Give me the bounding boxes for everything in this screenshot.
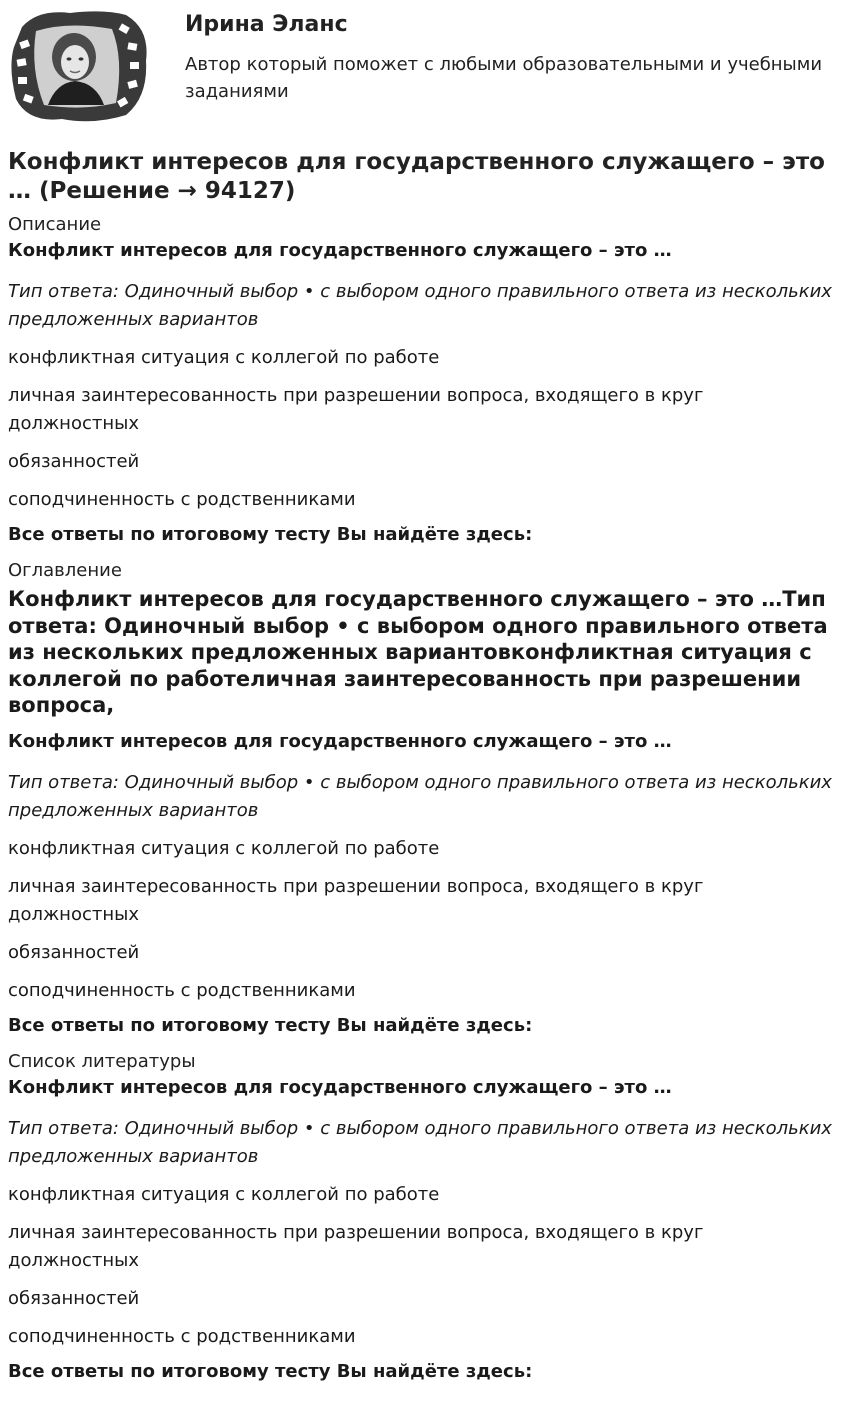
all-answers-text: Все ответы по итоговому тесту Вы найдёте здесь: — [8, 1014, 533, 1036]
contents-heading: Конфликт интересов для государственного служащего – это …Тип ответа: Одиночный выбор • с выбором одного правильного ответа из нескольких предложенных вариантовконфликтная ситуация с коллегой по работеличная заинтересованность при разрешении вопроса, — [8, 587, 828, 717]
section-literature — [8, 1051, 838, 1383]
section-label: Оглавление — [8, 560, 122, 581]
section-label: Список литературы — [8, 1050, 196, 1072]
section-contents — [8, 560, 838, 1037]
answer-type-text: Тип ответа: Одиночный выбор • с выбором одного правильного ответа из нескольких предложенных вариантов — [8, 1117, 832, 1167]
answer-type-text: Тип ответа: Одиночный выбор • с выбором одного правильного ответа из нескольких предложенных вариантов — [8, 281, 832, 330]
section-label: Описание — [8, 214, 102, 235]
answer-option: соподчиненность с родственниками — [8, 489, 356, 510]
answer-option: конфликтная ситуация с коллегой по работе — [8, 1183, 440, 1205]
answer-option: конфликтная ситуация с коллегой по работе — [8, 347, 440, 368]
section-description — [8, 214, 838, 546]
question-text: Конфликт интересов для государственного служащего – это … — [8, 1076, 672, 1098]
page-title: Конфликт интересов для государственного служащего – это … (Решение → 94127) — [8, 149, 825, 204]
all-answers-text: Все ответы по итоговому тесту Вы найдёте здесь: — [8, 1360, 533, 1382]
question-text: Конфликт интересов для государственного служащего – это … — [8, 240, 672, 261]
answer-option: обязанностей — [8, 941, 140, 963]
all-answers-text: Все ответы по итоговому тесту Вы найдёте здесь: — [8, 524, 533, 545]
answer-option: обязанностей — [8, 1287, 140, 1309]
author-avatar[interactable] — [8, 7, 150, 125]
answer-type-text: Тип ответа: Одиночный выбор • с выбором одного правильного ответа из нескольких предложенных вариантов — [8, 771, 832, 821]
answer-option: соподчиненность с родственниками — [8, 979, 356, 1001]
answer-option: конфликтная ситуация с коллегой по работе — [8, 837, 440, 859]
answer-option: личная заинтересованность при разрешении вопроса, входящего в круг должностных — [8, 1221, 704, 1271]
author-description: Автор который поможет с любыми образовательными и учебными заданиями — [185, 54, 823, 102]
answer-option: обязанностей — [8, 451, 140, 472]
answer-option: личная заинтересованность при разрешении вопроса, входящего в круг должностных — [8, 875, 704, 925]
answer-option: соподчиненность с родственниками — [8, 1325, 356, 1347]
author-name[interactable]: Ирина Эланс — [185, 12, 348, 37]
main-content — [8, 148, 838, 1397]
question-text: Конфликт интересов для государственного служащего – это … — [8, 730, 672, 752]
author-block — [0, 0, 847, 135]
answer-option: личная заинтересованность при разрешении вопроса, входящего в круг должностных — [8, 385, 704, 434]
